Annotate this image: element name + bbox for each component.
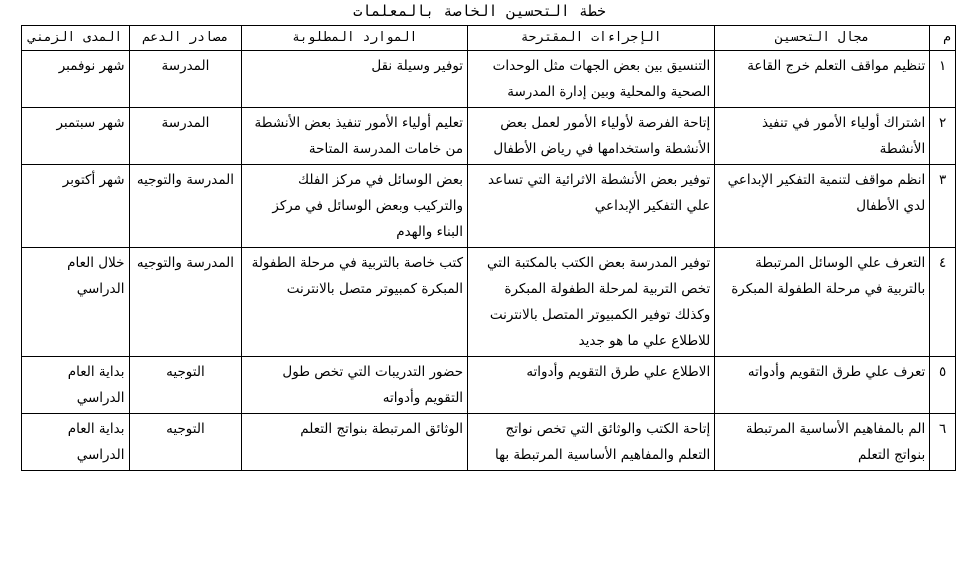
row-field: الم بالمفاهيم الأساسية المرتبطة بنواتج التعلم <box>715 414 930 471</box>
table-row <box>22 414 956 471</box>
row-resources: حضور التدريبات التي تخص طول التقويم وأدواته <box>242 357 468 414</box>
row-timeline: شهر سبتمبر <box>22 108 130 165</box>
row-field: التعرف علي الوسائل المرتبطة بالتربية في مرحلة الطفولة المبكرة <box>715 248 930 357</box>
header-row <box>22 26 956 51</box>
row-resources: كتب خاصة بالتربية في مرحلة الطفولة المبكرة كمبيوتر متصل بالانترنت <box>242 248 468 357</box>
row-timeline: شهر أكتوبر <box>22 165 130 248</box>
row-resources: الوثائق المرتبطة بنواتج التعلم <box>242 414 468 471</box>
document-title: خطة التحسين الخاصة بالمعلمات <box>353 2 606 20</box>
header-procedures: الإجراءات المقترحة <box>468 26 715 51</box>
row-support: التوجيه <box>129 357 242 414</box>
header-support: مصادر الدعم <box>129 26 242 51</box>
row-field: انظم مواقف لتنمية التفكير الإبداعي لدي الأطفال <box>715 165 930 248</box>
table-row <box>22 165 956 248</box>
row-resources: بعض الوسائل في مركز الفلك والتركيب وبعض الوسائل في مركز البناء والهدم <box>242 165 468 248</box>
table-row <box>22 108 956 165</box>
row-field: تعرف علي طرق التقويم وأدواته <box>715 357 930 414</box>
row-num: ٢ <box>930 108 956 165</box>
header-timeline: المدى الزمني <box>22 26 130 51</box>
row-procedures: إتاحة الكتب والوثائق التي تخص نواتج التعلم والمفاهيم الأساسية المرتبطة بها <box>468 414 715 471</box>
table-row <box>22 357 956 414</box>
row-timeline: بداية العام الدراسي <box>22 414 130 471</box>
row-num: ٤ <box>930 248 956 357</box>
row-procedures: التنسيق بين بعض الجهات مثل الوحدات الصحية والمحلية وبين إدارة المدرسة <box>468 51 715 108</box>
row-num: ١ <box>930 51 956 108</box>
header-resources: الموارد المطلوبة <box>242 26 468 51</box>
row-procedures: توفير بعض الأنشطة الاثرائية التي تساعد علي التفكير الإبداعي <box>468 165 715 248</box>
header-field: مجال التحسين <box>715 26 930 51</box>
row-timeline: بداية العام الدراسي <box>22 357 130 414</box>
row-timeline: خلال العام الدراسي <box>22 248 130 357</box>
row-field: اشتراك أولياء الأمور في تنفيذ الأنشطة <box>715 108 930 165</box>
row-procedures: توفير المدرسة بعض الكتب بالمكتبة التي تخص التربية لمرحلة الطفولة المبكرة وكذلك توفير الكمبيوتر المتصل بالانترنت للاطلاع علي ما هو جديد <box>468 248 715 357</box>
row-procedures: الاطلاع علي طرق التقويم وأدواته <box>468 357 715 414</box>
table-row <box>22 51 956 108</box>
row-field: تنظيم مواقف التعلم خرج القاعة <box>715 51 930 108</box>
header-num: م <box>930 26 956 51</box>
row-procedures: إتاحة الفرصة لأولياء الأمور لعمل بعض الأنشطة واستخدامها في رياض الأطفال <box>468 108 715 165</box>
improvement-plan-table <box>21 25 956 471</box>
row-resources: تعليم أولياء الأمور تنفيذ بعض الأنشطة من خامات المدرسة المتاحة <box>242 108 468 165</box>
row-support: التوجيه <box>129 414 242 471</box>
row-support: المدرسة <box>129 51 242 108</box>
row-timeline: شهر نوفمبر <box>22 51 130 108</box>
row-support: المدرسة والتوجيه <box>129 248 242 357</box>
row-resources: توفير وسيلة نقل <box>242 51 468 108</box>
row-num: ٣ <box>930 165 956 248</box>
row-num: ٦ <box>930 414 956 471</box>
row-num: ٥ <box>930 357 956 414</box>
table-row <box>22 248 956 357</box>
row-support: المدرسة <box>129 108 242 165</box>
row-support: المدرسة والتوجيه <box>129 165 242 248</box>
